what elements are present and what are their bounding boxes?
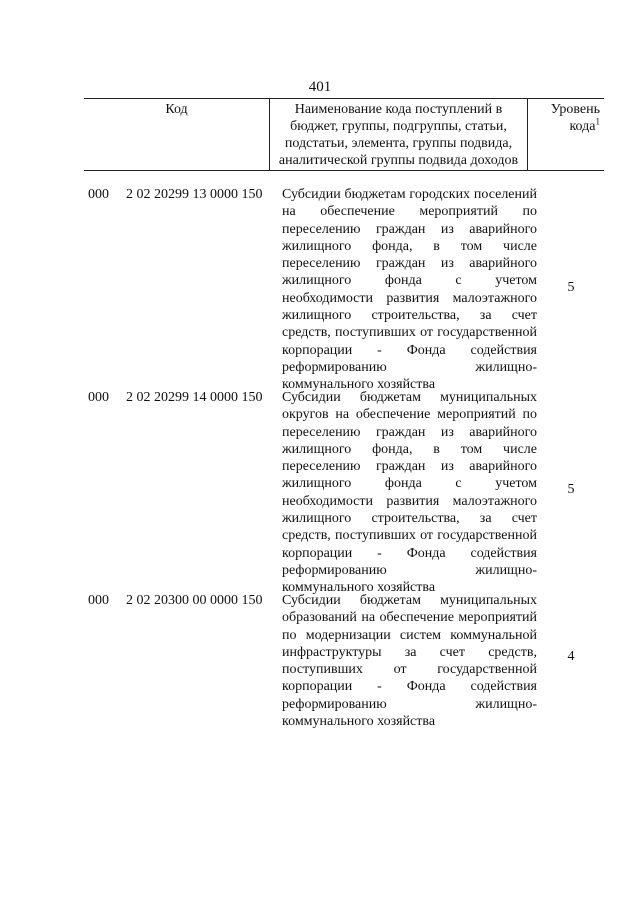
column-header-row bbox=[84, 99, 604, 171]
entry-level: 4 bbox=[567, 649, 575, 664]
header-level-footnote: 1 bbox=[595, 116, 600, 127]
revenue-code-entry bbox=[84, 186, 604, 393]
revenue-code-entry bbox=[84, 592, 604, 792]
entry-revenue-code: 2 02 20300 00 0000 150 bbox=[126, 593, 263, 608]
entry-revenue-code: 2 02 20299 14 0000 150 bbox=[126, 390, 263, 405]
entry-revenue-code: 2 02 20299 13 0000 150 bbox=[126, 187, 263, 202]
header-level-label: Уровень кода bbox=[550, 102, 600, 134]
column-header-table bbox=[84, 98, 604, 171]
header-level bbox=[528, 99, 605, 171]
entry-admin-code: 000 bbox=[88, 187, 109, 202]
entry-description: Субсидии бюджетам муниципальных округов на обеспечение мероприятий по переселению граждан из аварийного жилищного фонда, в том числе переселению граждан из аварийного жилищного фонда с учетом необходимости развития малоэтажного жилищного строительства, за счет средств, поступивших от государственной корпорации - Фонда содействия реформированию жилищно-коммунального хозяйства bbox=[282, 390, 537, 596]
entry-level: 5 bbox=[567, 482, 575, 497]
entry-level: 5 bbox=[567, 280, 575, 295]
entry-admin-code: 000 bbox=[88, 390, 109, 405]
entry-description: Субсидии бюджетам муниципальных образований на обеспечение мероприятий по модернизации систем коммунальной инфраструктуры за счет средств, поступивших от государственной корпорации - Фонда содействия реформированию жилищно-коммунального хозяйства bbox=[282, 593, 537, 730]
page-number: 401 bbox=[308, 79, 332, 95]
header-name: Наименование кода поступлений в бюджет, группы, подгруппы, статьи, подстатьи, элемента, группы подвида, аналитической группы подвида доходов bbox=[270, 99, 528, 171]
entry-description: Субсидии бюджетам городских поселений на обеспечение мероприятий по переселению граждан из аварийного жилищного фонда, в том числе переселению граждан из аварийного жилищного фонда с учетом необходимости развития малоэтажного жилищного строительства, за счет средств, поступивших от государственной корпорации - Фонда содействия реформированию жилищно-коммунального хозяйства bbox=[282, 187, 537, 393]
revenue-code-entry bbox=[84, 389, 604, 596]
entry-admin-code: 000 bbox=[88, 593, 109, 608]
header-code: Код bbox=[84, 99, 270, 171]
